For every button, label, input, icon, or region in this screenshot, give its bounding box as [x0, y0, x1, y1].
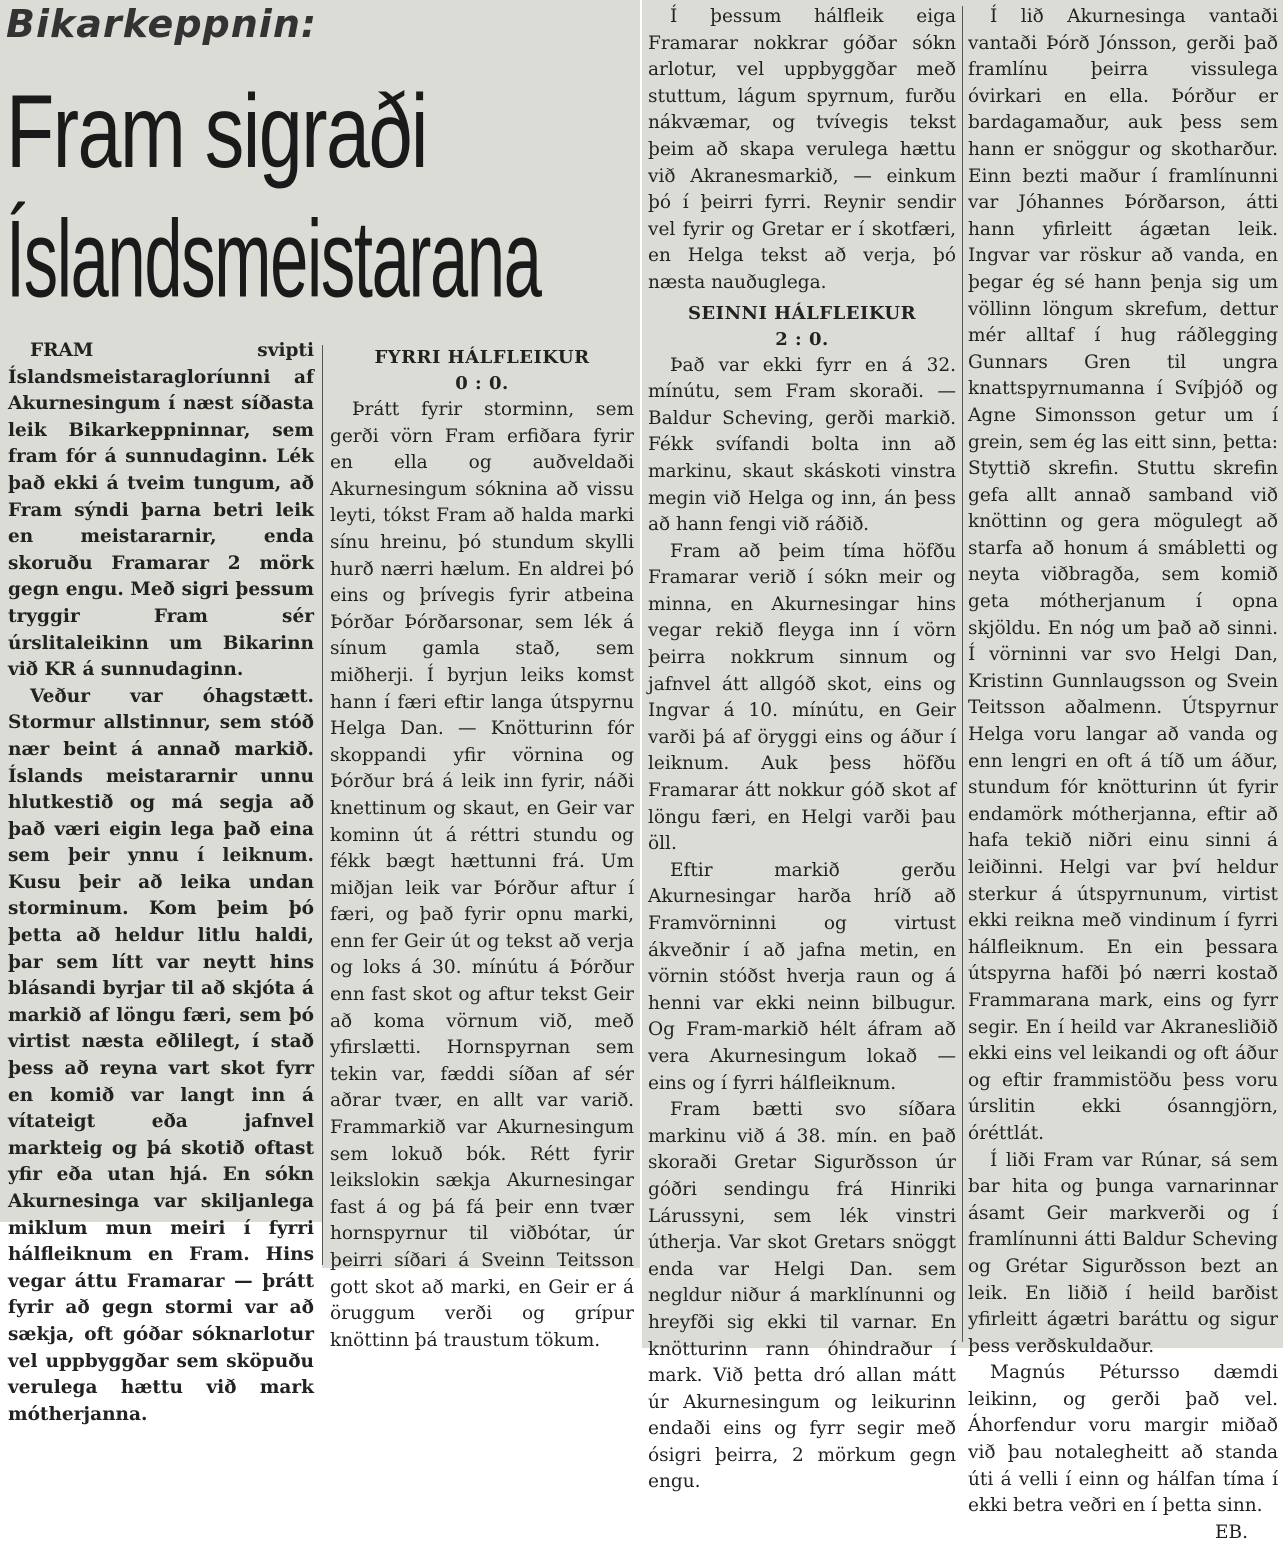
col3-paragraph-3: Fram að þeim tíma höfðu Framarar verið í sókn meir og minna, en Akurnesingar hins vegar rekið fleyga inn í vörn þeirra nokkrum sinnum og jafnvel átt allgóð skot, eins og Ingvar á 10. mínútu, en Geir varði þá af öryggi eins og áður í leiknum. Auk þess höfðu Framarar átt nokkur góð skot af löngu færi, en Helgi varði þau öll.	[648, 540, 956, 855]
col3-score: 2 : 0.	[775, 328, 829, 350]
col2-paragraph-1: Þrátt fyrir storminn, sem gerði vörn Fram erfiðara fyrir en ella og auðveldaði Akurnesingum sóknina að vissu leyti, tókst Fram að halda marki sínu hreinu, þó stundum skylli hurð nærri hælum. En aldrei þó eins og þrívegis fyrir atbeina Þórðar Þórðarsonar, sem lék á sínum gamla stað, sem miðherji. Í byrjun leiks komst hann í færi eftir langa útspyrnu Helga Dan. — Knötturinn fór skoppandi yfir vörnina og Þórður brá á leik inn fyrir, náði knettinum og skaut, en Geir var kominn út á réttri stundu og fékk bægt hættunni frá. Um miðjan leik var Þórður aftur í færi, og það fyrir opnu marki, enn fer Geir út og tekst að verja og loks á 30. mínútu á Þórður enn fast skot og aftur tekst Geir að koma vörnum við, með yfirslætti. Hornspyrnan sem tekin var, fæddi síðan af sér aðrar tvær, en allt var varið. Frammarkið var Akurnesingum sem lokuð bók. Rétt fyrir leikslokin sækja Akurnesingar fast á og þá fá þeir enn tvær hornspyrnur til viðbótar, úr þeirri síðari á Sveinn Teitsson gott skot að marki, en Geir er á öruggum verði og grípur knöttinn þá traustum tökum.	[330, 399, 634, 1351]
col2-heading: FYRRI HÁLFLEIKUR	[374, 347, 590, 368]
column-rule-1	[322, 345, 323, 1265]
headline-line1: Fram sigraði	[6, 74, 427, 190]
lead-paragraph-1: FRAM svipti Íslandsmeistaragloríunni af Akurnesingum í næst síðasta leik Bikarkeppninnar, sem fram fór á sunnudaginn. Lék það ekki á tveim tungum, að Fram sýndi þarna betri leik en meistararnir, enda skoruðu Framarar 2 mörk gegn engu. Með sigri þessum tryggir Fram sér úrslitaleikinn um Bikarinn við KR á sunnudaginn.	[8, 340, 314, 681]
headline-line2: Íslandsmeistarana	[6, 198, 541, 321]
lead-text	[8, 338, 314, 1428]
col4-paragraph-1: Í lið Akurnesinga vantaði vantaði Þórð Jónsson, gerði það framlínu þeirra vissulega óvirkari en ella. Þórður er bardagamaður, auk þess sem hann er snöggur og skotharður. Einn bezti maður í framlínunni var Jóhannes Þórðarson, átti hann yfirleitt ágætan leik. Ingvar var röskur að vanda, en þegar ég sé hann þenja sig um völlinn löngum skrefum, dettur mér alltaf í hug ráðlegging Gunnars Gren til ungra knattspyrnumanna í Svíþjóð og Agne Simonsson getur um í grein, sem ég las eitt sinn, þetta: Styttið skrefin. Stuttu skrefin gefa allt annað samband við knöttinn og gera mögulegt að starfa að honum á smábletti og neyta viðbragða, sem komið geta mótherjanum í opna skjöldu. En nóg um það að sinni. Í vörninni var svo Helgi Dan, Kristinn Gunnlaugsson og Svein Teitsson aðalmenn. Útspyrnur Helga voru langar að vanda og enn lengri en oft á tíð um áður, stundum fór knötturinn út fyrir endamörk mótherjanna, eftir að hafa tekið niðri einu sinni á leiðinni. Helgi var því heldur sterkur á útspyrnunum, virtist ekki reikna með vindinum í fyrri hálfleiknum. En ein þessara útspyrna hafði þó nærri kostað Frammarana mark, eins og fyrr segir. En í heild var Akranesliðið ekki eins vel leikandi og oft áður og eftir frammistöðu þess voru úrslitin ekki ósanngjörn, óréttlát.	[968, 6, 1278, 1144]
col3-paragraph-4: Eftir markið gerðu Akurnesingar harða hríð að Framvörninni og virtust ákveðnir í að jafna metin, en vörnin stóðst hverja raun og á henni var ekki neinn bilbugur. Og Fram-markið hélt áfram að vera Akurnesingum lokað — eins og í fyrri hálfleiknum.	[648, 859, 956, 1094]
col3-paragraph-2: Það var ekki fyrr en á 32. mínútu, sem Fram skoraði. — Baldur Scheving, gerði markið. Fékk svífandi bolta inn að markinu, skaut skáskoti vinstra megin við Helga og inn, án þess að hann fengi við ráðið.	[648, 354, 956, 536]
col3-paragraph-1: Í þessum hálfleik eiga Framarar nokkrar góðar sókn arlotur, vel uppbyggðar með stuttum, lágum spyrnum, furðu nákvæmar, og tvívegis tekst þeim að skapa verulega hættu við Akranesmarkið, — einkum þó í þeirri fyrri. Reynir sendir vel fyrir og Gretar er í skotfæri, en Helga tekst að verja, þó næsta nauðuglega.	[648, 6, 956, 293]
column-4	[968, 4, 1278, 1546]
lead-paragraph-2: Veður var óhagstætt. Stormur allstinnur, sem stóð nær beint á annað markið. Íslands meistararnir unnu hlutkestið og má segja að það væri eigin lega það eina sem þeir ynnu í leiknum. Kusu þeir að leika undan storminum. Kom þeim þó þetta að heldur litlu haldi, þar sem lítt var neytt hins blásandi byrjar til að skjóta á markið af löngu færi, sem þó virtist næsta eðlilegt, í stað þess að reyna vart skot fyrr en komið var langt inn á vítateigt eða jafnvel markteig og þá skotið oftast yfir eða utan hjá. En sókn Akurnesinga var skiljanlega miklum mun meiri í fyrri hálfleiknum en Fram. Hins vegar áttu Framarar — þrátt fyrir að gegn stormi var að sækja, oft góðar sóknarlotur vel uppbyggðar sem sköpuðu verulega hættu við mark mótherjanna.	[8, 685, 314, 1425]
col3-paragraph-5: Fram bætti svo síðara markinu við á 38. mín. en það skoraði Gretar Sigurðsson úr góðri sendingu frá Hinriki Lárussyni, sem lék vinstri útherja. Var skot Gretars snöggt enda var Helgi Dan. sem negldur niður á marklínunni og hreyfði sig ekki til varnar. En knötturinn rann óhindraður í mark. Við þetta dró allan mátt úr Akurnesingum og leikurinn endaði eins og fyrr segir með ósigri þeirra, 2 mörkum gegn engu.	[648, 1099, 956, 1493]
column-rule-2	[962, 6, 963, 1342]
kicker: Bikarkeppnin:	[6, 2, 318, 46]
col2-score: 0 : 0.	[455, 373, 509, 394]
column-2	[330, 345, 634, 1354]
col4-paragraph-2: Í liði Fram var Rúnar, sá sem bar hita og þunga varnarinnar ásamt Geir markverði og í framlínunni átti Baldur Scheving og Grétar Sigurðsson bezt an leik. En liðið í heild barðist yfirleitt ágætri baráttu og sigur þess verðskuldaður.	[968, 1149, 1278, 1357]
signature: EB.	[1215, 1521, 1248, 1543]
col3-heading: SEINNI HÁLFLEIKUR	[687, 302, 917, 324]
col4-paragraph-3: Magnús Pétursso dæmdi leikinn, og gerði það vel. Áhorfendur voru margir miðað við þau notalegheitt að standa úti á velli í einn og hálfan tíma í ekki betra veðri en í þetta sinn.	[968, 1362, 1278, 1517]
column-3	[648, 4, 956, 1496]
